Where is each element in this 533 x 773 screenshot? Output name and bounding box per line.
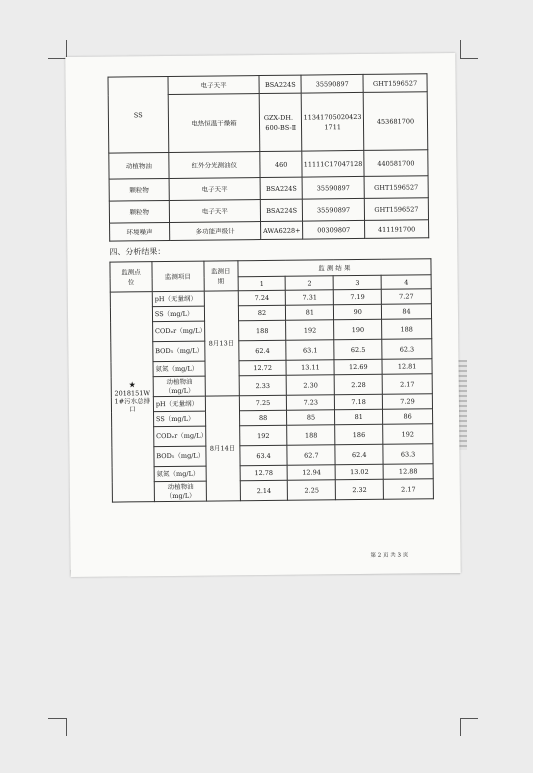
result-value: 192	[383, 424, 433, 445]
star-icon: ★	[128, 380, 136, 390]
table-row	[109, 150, 428, 179]
equip-item: 动植物油	[109, 152, 169, 179]
monitoring-item: SS（mg/L）	[153, 411, 205, 427]
result-value: 2.14	[240, 480, 288, 500]
crop-mark-tl-h	[48, 58, 66, 59]
crop-mark-tr-h	[460, 58, 478, 59]
monitoring-item: CODₑr（mg/L）	[152, 321, 204, 342]
result-value: 7.19	[334, 289, 382, 305]
equip-serial: 00309807	[303, 220, 365, 239]
result-value: 7.31	[286, 290, 334, 306]
result-value: 90	[334, 304, 382, 320]
monitoring-item: CODₑr（mg/L）	[154, 426, 206, 447]
result-value: 88	[239, 410, 287, 426]
table-row	[110, 220, 429, 241]
result-value: 7.25	[239, 395, 287, 411]
result-value: 62.4	[335, 444, 383, 464]
crop-mark-br-v	[460, 718, 461, 736]
equip-asset: 440581700	[364, 150, 428, 177]
crop-mark-bl-h	[48, 718, 66, 719]
result-value: 188	[238, 320, 286, 340]
equip-asset: GHT1596527	[364, 198, 428, 221]
result-value: 63.1	[286, 340, 334, 360]
equip-model: BSA224S	[261, 199, 303, 221]
crop-mark-tl-v	[66, 40, 67, 58]
result-value: 63.3	[383, 444, 433, 465]
header-point: 监测点位	[110, 262, 152, 292]
result-value: 2.17	[382, 374, 432, 395]
result-value: 7.18	[335, 394, 383, 410]
crop-mark-br-h	[460, 718, 478, 719]
result-value: 2.30	[287, 375, 335, 395]
equip-serial: 35590897	[303, 198, 365, 221]
equip-model: 460	[260, 151, 302, 177]
result-value: 12.72	[239, 360, 287, 376]
result-value: 12.94	[288, 465, 336, 481]
table-row	[112, 479, 433, 502]
monitoring-date: 8月13日	[204, 291, 239, 396]
equip-item: 环境噪声	[110, 222, 170, 241]
result-value: 2.17	[383, 479, 433, 500]
equip-name: 红外分光测油仪	[169, 152, 261, 179]
result-value: 188	[382, 319, 432, 340]
equip-name: 电热恒温干燥箱	[168, 94, 260, 153]
equip-item: SS	[108, 76, 169, 153]
scanned-page	[65, 53, 460, 577]
equip-asset: 411191700	[365, 220, 429, 239]
monitoring-point	[110, 292, 154, 502]
header-project: 监测项目	[152, 261, 204, 292]
monitoring-point-label: 2018151W1#污水总排口	[114, 389, 151, 414]
monitoring-date: 8月14日	[205, 396, 240, 501]
result-value: 7.29	[382, 394, 432, 410]
header-result: 监 测 结 果	[238, 259, 432, 277]
monitoring-item: SS（mg/L）	[152, 306, 204, 322]
header-col: 2	[286, 276, 334, 291]
equip-asset: 453681700	[363, 92, 428, 151]
equip-name: 电子天平	[169, 178, 261, 201]
result-value: 13.02	[335, 464, 383, 480]
crop-mark-tr-v	[460, 40, 461, 58]
equip-model: BSA224S	[260, 177, 302, 199]
monitoring-item: 氨氮（mg/L）	[153, 361, 205, 377]
header-col: 4	[381, 275, 431, 290]
result-value: 7.27	[381, 289, 431, 305]
equip-asset: GHT1596527	[363, 74, 427, 93]
result-value: 2.28	[334, 374, 382, 394]
result-value: 82	[238, 305, 286, 321]
crop-mark-bl-v	[66, 718, 67, 736]
result-value: 12.78	[240, 465, 288, 481]
equip-name: 电子天平	[169, 200, 261, 223]
result-value: 62.3	[382, 339, 432, 360]
equipment-table	[107, 73, 429, 241]
equip-asset: GHT1596527	[364, 176, 428, 199]
result-value: 192	[239, 425, 287, 445]
result-value: 2.25	[288, 480, 336, 500]
monitoring-item: 动植物油（mg/L）	[154, 481, 206, 502]
page-number: 第 2 页 共 3 页	[370, 552, 409, 559]
result-value: 85	[287, 410, 335, 426]
result-value: 7.24	[238, 290, 286, 306]
result-value: 12.88	[383, 464, 433, 480]
header-date: 监测日期	[204, 261, 238, 291]
result-value: 2.32	[336, 479, 384, 499]
result-value: 188	[287, 425, 335, 445]
equip-serial: 35590897	[301, 74, 363, 93]
result-value: 192	[286, 320, 334, 340]
equip-model: BSA224S	[259, 75, 301, 93]
equip-model: GZX-DH．600-BS-Ⅱ	[259, 93, 302, 151]
monitoring-item: pH（无量纲）	[152, 291, 204, 307]
equip-serial: 35590897	[302, 176, 364, 199]
equip-name: 多功能声级计	[169, 222, 261, 241]
result-value: 63.4	[240, 445, 288, 465]
result-value: 190	[334, 319, 382, 339]
header-col: 3	[333, 275, 381, 290]
result-value: 84	[382, 304, 432, 320]
monitoring-item: BOD₅（mg/L）	[154, 446, 206, 467]
equip-serial: 11111C17047128	[302, 150, 364, 177]
result-value: 2.33	[239, 375, 287, 395]
result-value: 62.7	[287, 445, 335, 465]
result-value: 12.69	[334, 359, 382, 375]
monitoring-item: BOD₅（mg/L）	[153, 341, 205, 362]
equip-name: 电子天平	[168, 76, 260, 95]
section-heading: 四、分析结果：	[109, 247, 166, 257]
result-value: 81	[286, 305, 334, 321]
result-value: 81	[335, 409, 383, 425]
results-body	[110, 289, 433, 502]
result-value: 7.23	[287, 395, 335, 411]
header-col: 1	[238, 276, 286, 291]
equip-item: 颗粒物	[109, 178, 169, 201]
results-table	[109, 258, 434, 502]
result-value: 186	[335, 424, 383, 444]
monitoring-item: pH（无量纲）	[153, 396, 205, 412]
equip-item: 颗粒物	[109, 200, 169, 223]
result-value: 62.5	[334, 339, 382, 359]
result-value: 13.11	[286, 360, 334, 376]
result-value: 86	[383, 409, 433, 425]
monitoring-item: 氨氮（mg/L）	[154, 466, 206, 482]
result-value: 12.81	[382, 359, 432, 375]
result-value: 62.4	[238, 340, 286, 360]
equip-serial: 113417050204231711	[301, 92, 363, 151]
equip-model: AWA6228+	[261, 221, 303, 239]
monitoring-item: 动植物油（mg/L）	[153, 376, 205, 397]
